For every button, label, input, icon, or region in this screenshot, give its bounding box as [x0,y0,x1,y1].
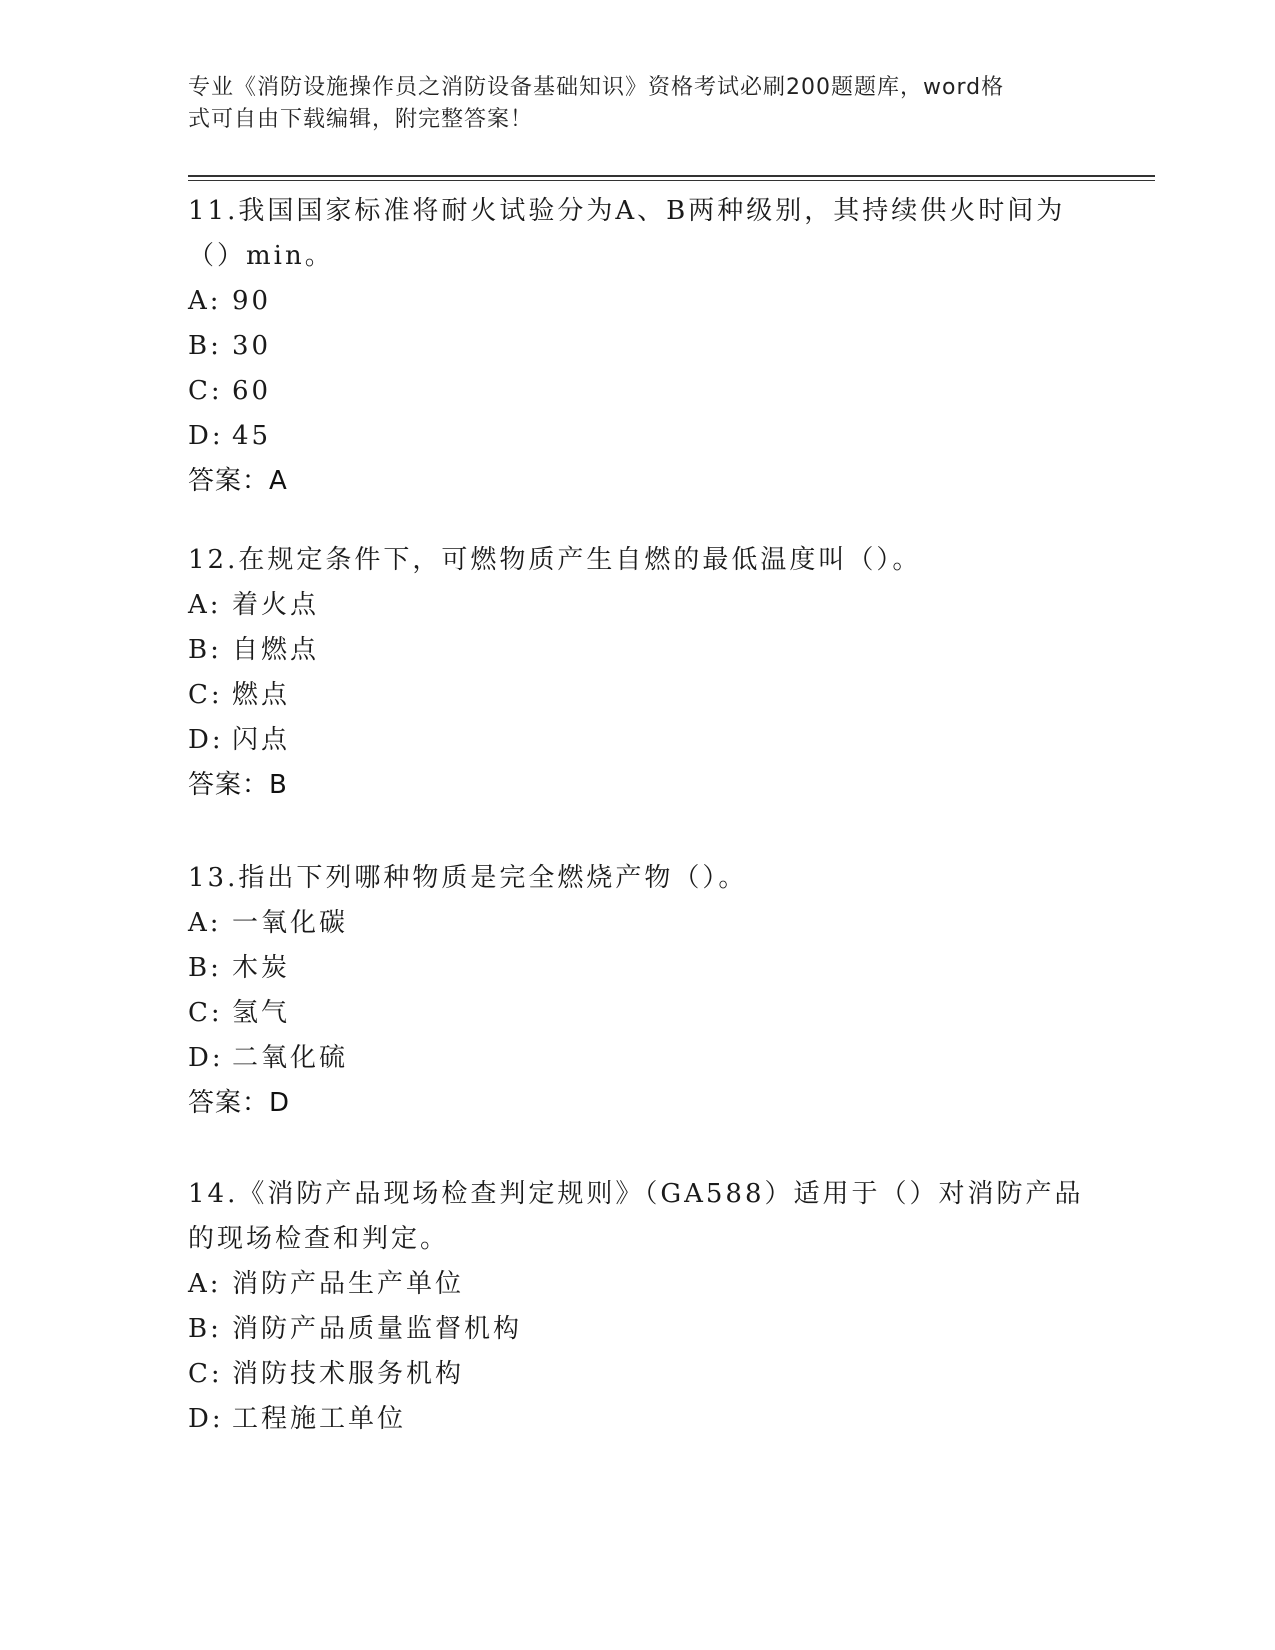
header-note-line-1: 专业《消防设施操作员之消防设备基础知识》资格考试必刷200题题库，word格 [188,75,1005,100]
option-key: A: [188,590,222,620]
header-divider-thin [188,180,1155,181]
option-key: B: [188,331,222,361]
question-11 [188,189,1088,503]
question-stem-line-1: 14.《消防产品现场检查判定规则》（GA588）适用于（）对消防产品 [188,1179,1084,1209]
option-text: 消防产品生产单位 [232,1269,465,1299]
option-key: C: [188,998,223,1028]
option-text: 30 [232,331,272,361]
option-key: D: [188,1404,224,1434]
option-a [188,583,1088,628]
option-key: A: [188,1269,222,1299]
option-d [188,1397,1088,1442]
option-key: C: [188,1359,223,1389]
option-text: 自燃点 [232,635,320,665]
option-c [188,1352,1088,1397]
option-b [188,324,1088,369]
answer-line: 答案：D [188,1088,291,1118]
question-14 [188,1172,1088,1442]
option-key: A: [188,286,222,316]
option-d [188,414,1088,459]
option-text: 木炭 [232,953,291,983]
option-d [188,718,1088,763]
question-stem-line-2: （）min。 [188,241,334,271]
option-b [188,1307,1088,1352]
option-text: 燃点 [232,680,291,710]
option-a [188,901,1088,946]
option-c [188,369,1088,414]
question-12 [188,538,1088,807]
option-key: D: [188,725,224,755]
option-c [188,991,1088,1036]
option-key: B: [188,1314,222,1344]
option-c [188,673,1088,718]
option-key: A: [188,908,222,938]
option-key: D: [188,1043,224,1073]
option-key: D: [188,421,224,451]
option-text: 60 [232,376,272,406]
option-text: 工程施工单位 [232,1404,407,1434]
question-stem-line-1: 11.我国国家标准将耐火试验分为A、B两种级别，其持续供火时间为 [188,196,1066,226]
question-13 [188,856,1088,1125]
option-key: B: [188,953,222,983]
header-note [188,72,1068,136]
header-note-line-2: 式可自由下载编辑，附完整答案！ [188,107,534,132]
option-key: B: [188,635,222,665]
option-key: C: [188,680,223,710]
option-b [188,946,1088,991]
answer-line: 答案：A [188,466,288,496]
option-text: 闪点 [232,725,291,755]
option-text: 消防产品质量监督机构 [232,1314,523,1344]
option-text: 二氧化硫 [232,1043,349,1073]
question-stem-line-1: 13.指出下列哪种物质是完全燃烧产物（）。 [188,863,748,893]
option-d [188,1036,1088,1081]
option-b [188,628,1088,673]
option-a [188,1262,1088,1307]
answer-line: 答案：B [188,770,288,800]
option-a [188,279,1088,324]
option-text: 45 [232,421,272,451]
question-stem-line-2: 的现场检查和判定。 [188,1224,450,1254]
option-text: 着火点 [232,590,320,620]
question-stem-line-1: 12.在规定条件下，可燃物质产生自燃的最低温度叫（）。 [188,545,922,575]
header-divider-thick [188,175,1155,177]
option-key: C: [188,376,223,406]
option-text: 90 [232,286,272,316]
option-text: 氢气 [232,998,291,1028]
option-text: 消防技术服务机构 [232,1359,465,1389]
option-text: 一氧化碳 [232,908,349,938]
